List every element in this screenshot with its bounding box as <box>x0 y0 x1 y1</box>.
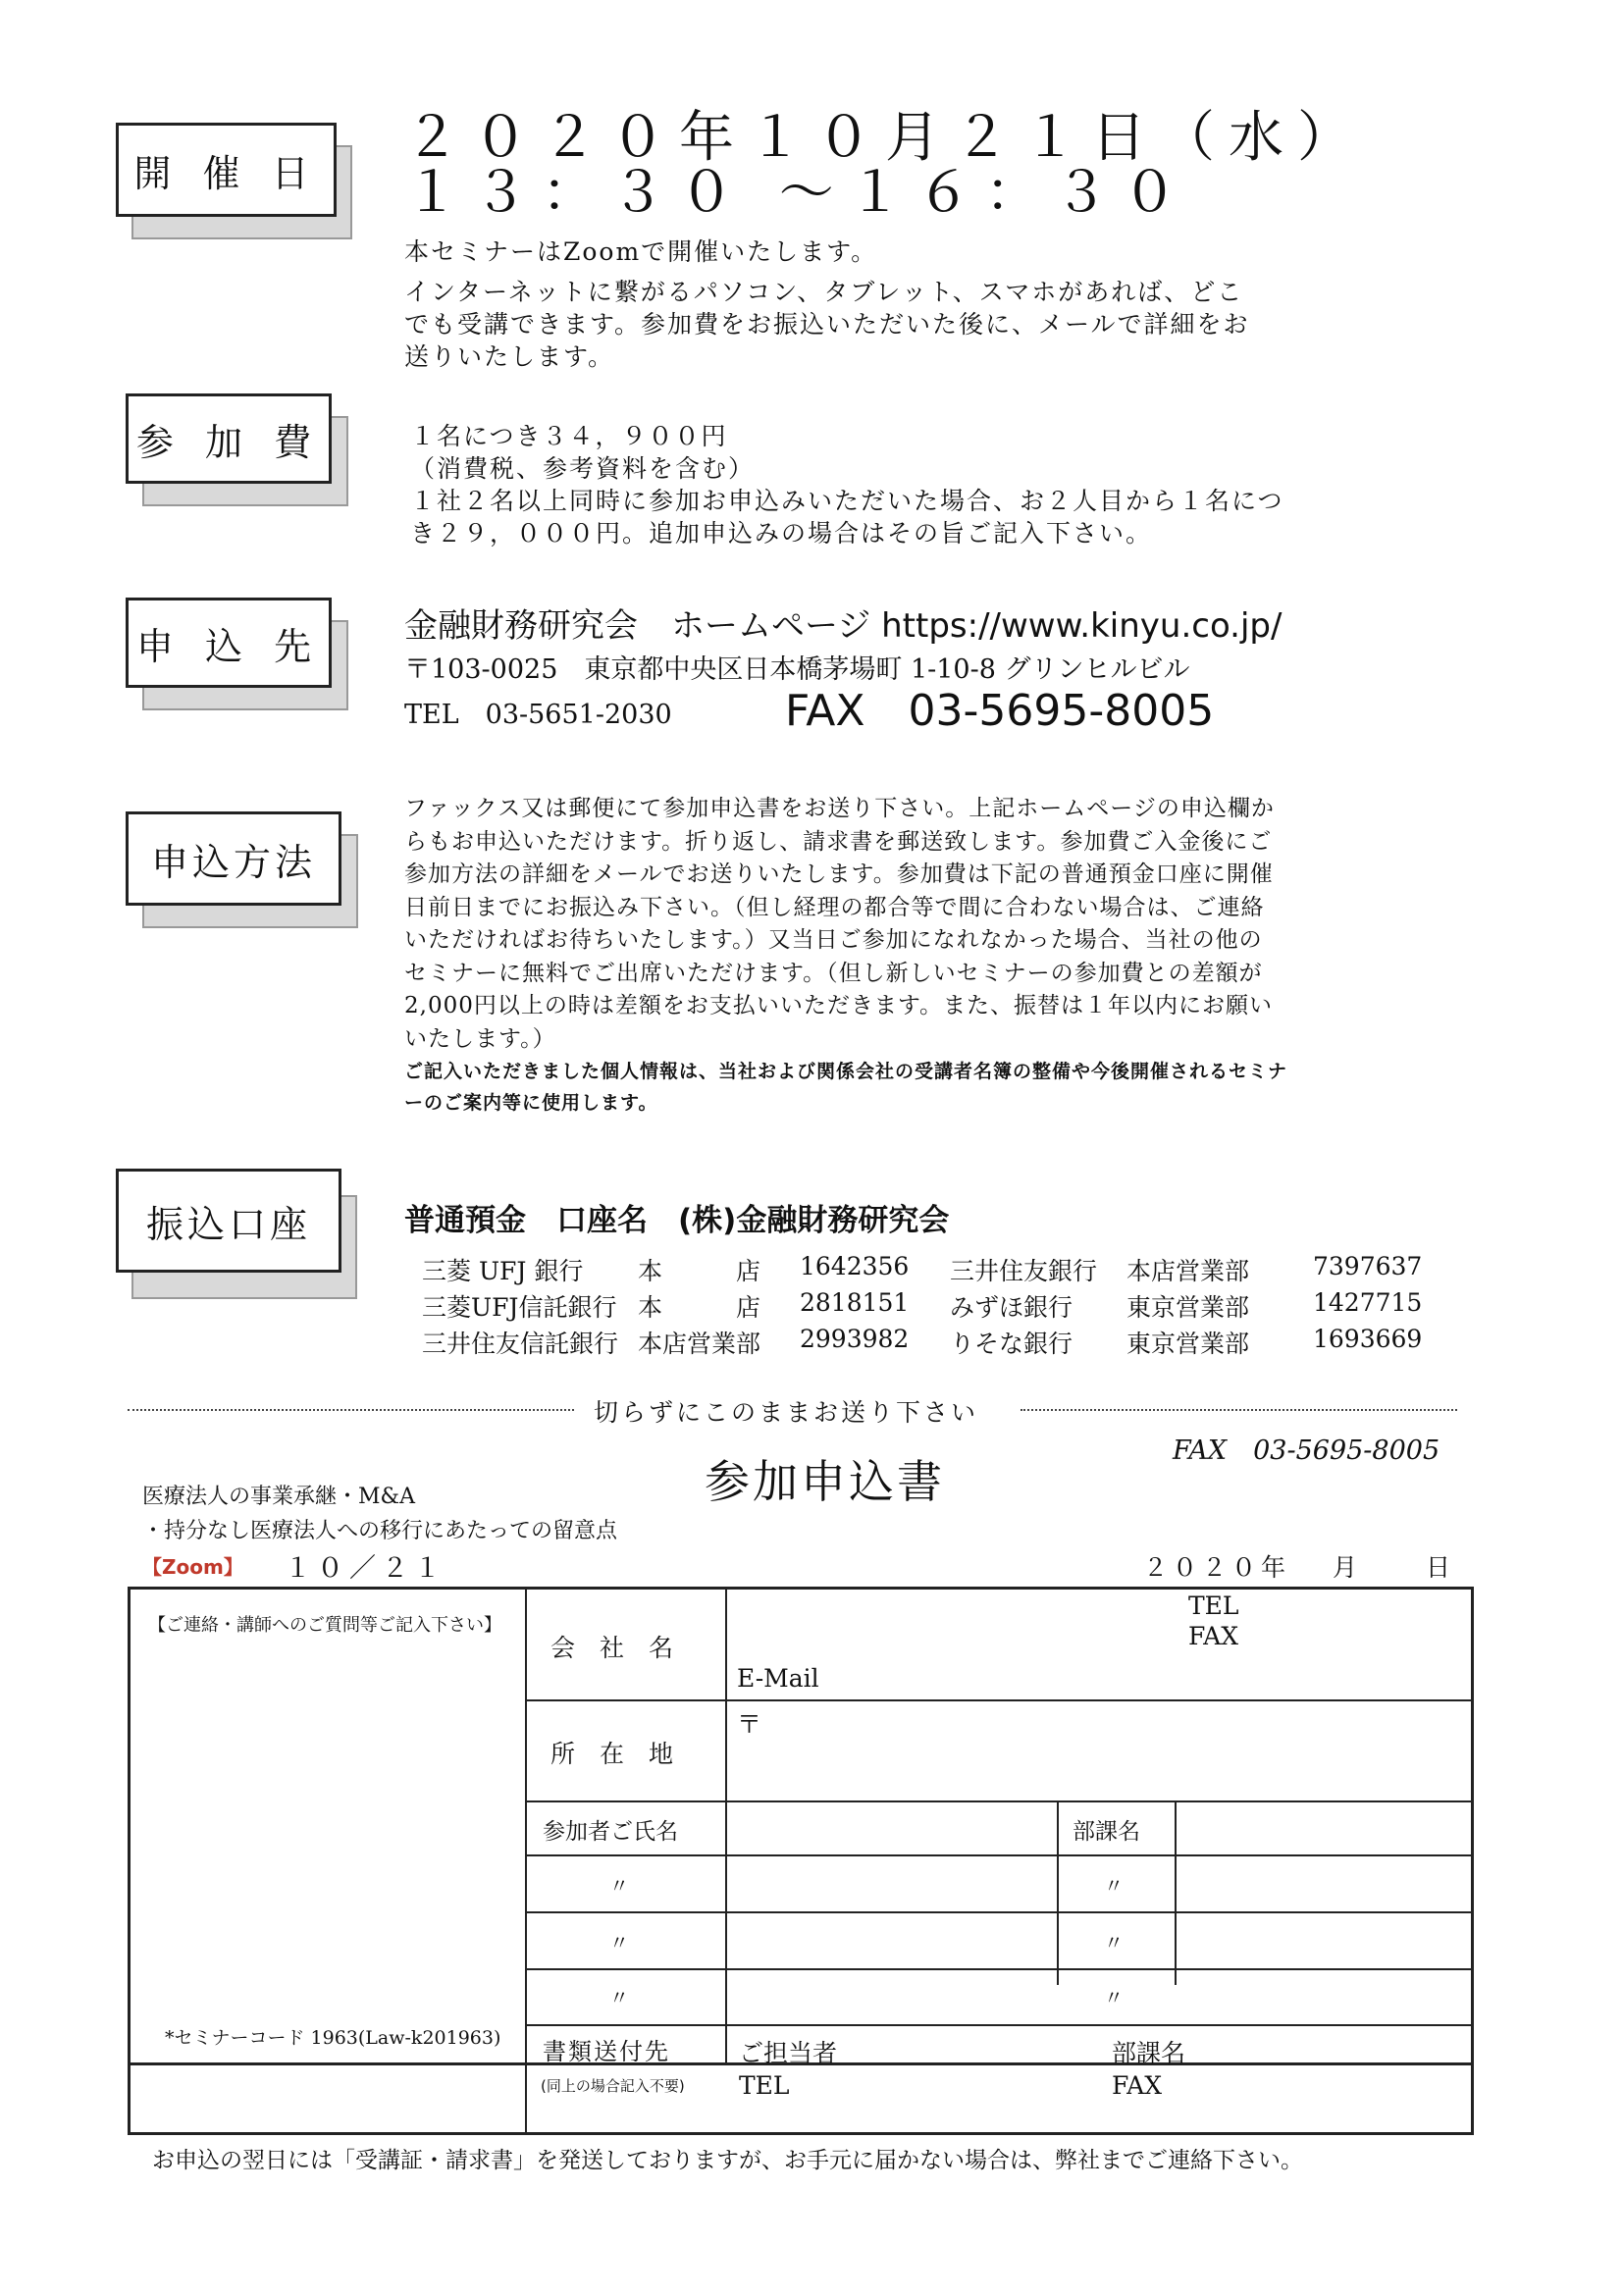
company-label: 会 社 名 <box>550 1634 674 1662</box>
account-no: 2818151 <box>800 1288 910 1317</box>
doc-row <box>128 2024 1474 2135</box>
grid-line <box>525 1699 1471 1701</box>
date-desc-4: 送りいたします。 <box>404 342 615 371</box>
branch-name: 東京営業部 <box>1126 1293 1250 1322</box>
participant-dept-field[interactable] <box>1180 1860 1457 1907</box>
email-label: E-Mail <box>737 1664 819 1693</box>
doc-label: 書類送付先 <box>543 2038 670 2065</box>
bank-name: りそな銀行 <box>950 1330 1073 1358</box>
branch-name: 本店営業部 <box>1126 1257 1250 1285</box>
form-year: ２０２０年 <box>1143 1553 1291 1582</box>
ditto-mark: 〃 <box>1104 1986 1124 2009</box>
company-tel-label: TEL <box>1188 1592 1239 1620</box>
person-label: ご担当者 <box>739 2039 838 2067</box>
dept2-label: 部課名 <box>1112 2039 1186 2067</box>
method-line: いたします。） <box>404 1025 556 1052</box>
grid-line <box>525 1911 1471 1913</box>
method-line: 参加方法の詳細をメールでお送りいたします。参加費は下記の普通預金口座に開催 <box>404 861 1274 887</box>
method-line: セミナーに無料でご出席いただけます。（但し新しいセミナーの参加費との差額が <box>404 960 1263 986</box>
account-no: 7397637 <box>1313 1252 1423 1280</box>
ditto-mark: 〃 <box>609 1986 629 2009</box>
footer-note: お申込の翌日には「受講証・請求書」を発送しておりますが、お手元に届かない場合は、弊社までご連絡下さい。 <box>152 2148 1303 2173</box>
tel2-label: TEL <box>739 2071 790 2100</box>
method-line: 2,000円以上の時は差額をお支払いいただきます。また、振替は１年以内にお願い <box>404 993 1274 1018</box>
postal-mark: 〒 <box>737 1710 762 1739</box>
participant-dept-field[interactable] <box>1180 1804 1457 1850</box>
method-line: らもお申込いただけます。折り返し、請求書を郵送致します。参加費ご入金後にご <box>404 828 1273 855</box>
contact-fax: FAX 03-5695-8005 <box>785 686 1215 736</box>
ditto-mark: 〃 <box>609 1874 629 1898</box>
contact-tel: TEL 03-5651-2030 <box>404 700 672 730</box>
participant-name-field[interactable] <box>731 1974 1051 2019</box>
account-no: 1693669 <box>1313 1325 1423 1353</box>
fee-line-2: （消費税、参考資料を含む） <box>410 454 756 483</box>
event-time: １３：３０ ～１６：３０ <box>404 161 1191 225</box>
zoom-tag: 【Zoom】 <box>142 1555 243 1579</box>
address-label: 所 在 地 <box>550 1740 674 1768</box>
ditto-mark: 〃 <box>609 1931 629 1955</box>
ditto-mark: 〃 <box>1104 1874 1124 1898</box>
contact-label: 申 込 先 <box>126 598 332 688</box>
cut-line <box>128 1409 574 1411</box>
bank-name: 三井住友信託銀行 <box>422 1330 619 1358</box>
event-date: ２０２０年１０月２１日（水） <box>404 106 1366 170</box>
form-day: 日 <box>1426 1553 1451 1582</box>
company-fax-label: FAX <box>1188 1622 1239 1650</box>
company-field[interactable] <box>731 1593 1457 1694</box>
contact-org: 金融財務研究会 ホームページ https://www.kinyu.co.jp/ <box>404 606 1283 646</box>
date-desc-3: でも受講できます。参加費をお振込いただいた後に、メールで詳細をお <box>404 310 1250 339</box>
seminar-code: *セミナーコード 1963(Law-k201963) <box>165 2027 501 2049</box>
participant-dept-field[interactable] <box>1180 1917 1457 1964</box>
bank-name: 三菱 UFJ 銀行 <box>422 1257 584 1285</box>
cut-line <box>1021 1409 1457 1411</box>
bank-header: 普通預金 口座名 (株)金融財務研究会 <box>404 1203 950 1238</box>
method-line: いただければお待ちいたします。）又当日ご参加になれなかった場合、当社の他の <box>404 927 1263 953</box>
fee-line-3: １社２名以上同時に参加お申込みいただいた場合、お２人目から１名につ <box>410 487 1284 515</box>
account-no: 2993982 <box>800 1325 910 1353</box>
contact-address: 〒103-0025 東京都中央区日本橋茅場町 1-10-8 グリンヒルビル <box>404 654 1190 685</box>
grid-line <box>525 1854 1471 1856</box>
bank-name: 三井住友銀行 <box>950 1257 1098 1285</box>
bank-name: みずほ銀行 <box>950 1293 1073 1322</box>
grid-line <box>1057 1800 1059 1985</box>
doc-note: (同上の場合記入不要) <box>541 2077 685 2095</box>
dept-label: 部課名 <box>1073 1819 1140 1845</box>
cut-line-text: 切らずにこのままお送り下さい <box>594 1398 979 1427</box>
account-no: 1642356 <box>800 1252 910 1280</box>
ditto-mark: 〃 <box>1104 1931 1124 1955</box>
participant-dept-field[interactable] <box>1180 1974 1457 2019</box>
branch-name: 本店営業部 <box>638 1330 761 1358</box>
fax2-label: FAX <box>1112 2071 1163 2100</box>
branch-name: 東京営業部 <box>1126 1330 1250 1358</box>
method-label: 申込方法 <box>126 811 341 906</box>
method-line: 日前日までにお振込み下さい。（但し経理の都合等で間に合わない場合は、ご連絡 <box>404 894 1265 920</box>
form-fax: FAX 03-5695-8005 <box>1173 1435 1440 1466</box>
bank-label: 振込口座 <box>116 1169 341 1273</box>
date-desc-1: 本セミナーはZoomで開催いたします。 <box>404 237 878 266</box>
zoom-date: １０／２１ <box>285 1553 446 1584</box>
form-month: 月 <box>1333 1553 1358 1582</box>
comment-area[interactable] <box>140 1644 513 1977</box>
application-form <box>128 1587 1474 2065</box>
participant-name-field[interactable] <box>731 1917 1051 1964</box>
account-no: 1427715 <box>1313 1288 1423 1317</box>
form-title: 参加申込書 <box>705 1455 945 1508</box>
privacy-note: ご記入いただきました個人情報は、当社および関係会社の受講者名簿の整備や今後開催されるセミナ <box>404 1061 1288 1082</box>
participant-name-field[interactable] <box>731 1860 1051 1907</box>
doc-field[interactable] <box>533 2026 1465 2128</box>
method-line: ファックス又は郵便にて参加申込書をお送り下さい。上記ホームページの申込欄か <box>404 796 1275 821</box>
fee-line-1: １名につき３４，９００円 <box>410 422 728 450</box>
seminar-title-2: ・持分なし医療法人への移行にあたっての留意点 <box>142 1519 618 1543</box>
participant-label: 参加者ご氏名 <box>543 1819 678 1845</box>
grid-line <box>525 1590 527 2062</box>
privacy-note: ーのご案内等に使用します。 <box>404 1092 658 1114</box>
bank-name: 三菱UFJ信託銀行 <box>422 1293 617 1322</box>
grid-line <box>525 1800 1471 1802</box>
branch-name: 本 店 <box>638 1293 761 1322</box>
participant-name-field[interactable] <box>731 1804 1051 1850</box>
fee-line-4: き２９，０００円。追加申込みの場合はその旨ご記入下さい。 <box>410 519 1153 548</box>
grid-line <box>725 1590 727 2062</box>
date-label: 開 催 日 <box>116 123 337 217</box>
address-field[interactable] <box>731 1703 1457 1796</box>
grid-line <box>1175 1800 1177 1985</box>
branch-name: 本 店 <box>638 1257 761 1285</box>
date-desc-2: インターネットに繋がるパソコン、タブレット、スマホがあれば、どこ <box>404 278 1244 306</box>
grid-line <box>525 1968 1471 1970</box>
seminar-title-1: 医療法人の事業承継・M&A <box>142 1485 415 1509</box>
comment-label: 【ご連絡・講師へのご質問等ご記入下さい】 <box>148 1615 501 1636</box>
fee-label: 参 加 費 <box>126 393 332 484</box>
method-text <box>404 793 1287 1118</box>
grid-line <box>525 2024 527 2132</box>
